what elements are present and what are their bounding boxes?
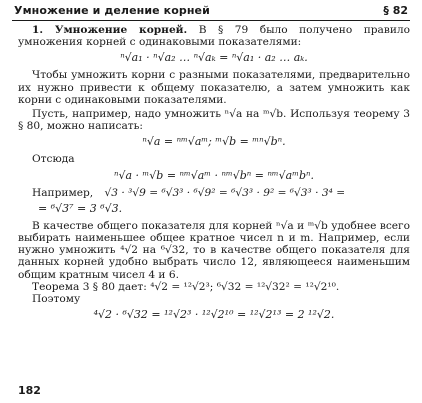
formula-final: ⁴√2 · ⁶√32 = ¹²√2³ · ¹²√2¹⁰ = ¹²√2¹³ = 2 ¹²√2. — [93, 308, 335, 322]
example-result: = ⁶√3⁷ = 3 ⁶√3. — [38, 201, 123, 215]
paragraph-8: Поэтому — [32, 293, 81, 306]
paragraph-7: Теорема 3 § 80 дает: ⁴√2 = ¹²√2³; ⁶√32 = ¹²√32² = ¹²√2¹⁰. — [32, 280, 340, 293]
formula-common-index: ⁿ√a = ⁿᵐ√aᵐ; ᵐ√b = ᵐⁿ√bⁿ. — [142, 135, 286, 149]
page-number: 182 — [18, 384, 41, 397]
paragraph-2: Чтобы умножить корни с разными показателями, предварительно их нужно привести к общему показателю, а затем умножить как корни с одинаковыми показателями. — [18, 69, 410, 106]
example-label: Например, — [32, 186, 94, 199]
formula-product-general: ⁿ√a · ᵐ√b = ⁿᵐ√aᵐ · ⁿᵐ√bⁿ = ⁿᵐ√aᵐbⁿ. — [114, 168, 314, 182]
paragraph-6: В качестве общего показателя для корней ⁿ√a и ᵐ√b удобнее всего выбирать наименьшее общее кратное чисел n и m. Например, если нужно умножить ⁴√2 на ⁶√32, то в качестве общего показателя для данных корней удобно выбрать число 12, являющееся наименьшим общим кратным чисел 4 и 6. — [18, 219, 410, 281]
header-rule — [12, 20, 410, 21]
paragraph-1 — [18, 24, 410, 48]
formula-product-rule: ⁿ√a₁ · ⁿ√a₂ … ⁿ√aₖ = ⁿ√a₁ · a₂ … aₖ. — [120, 51, 308, 65]
paragraph-1-text: В § 79 было получено правило умножения корней с одинаковыми показателями: — [18, 24, 410, 49]
page-body — [18, 24, 410, 326]
paragraph-3: Пусть, например, надо умножить ⁿ√a на ᵐ√b. Используя теорему 3 § 80, можно написать: — [18, 108, 410, 133]
subsection-heading: 1. Умножение корней. — [32, 24, 188, 36]
example-formula: √3 · ³√9 = ⁶√3³ · ⁶√9² = ⁶√3³ · 9² = ⁶√3³ · 3⁴ = — [104, 186, 346, 199]
chapter-title: Умножение и деление корней — [14, 4, 210, 17]
paragraph-5 — [18, 187, 410, 199]
paragraph-4: Отсюда — [32, 153, 75, 166]
section-number: § 82 — [383, 4, 408, 17]
